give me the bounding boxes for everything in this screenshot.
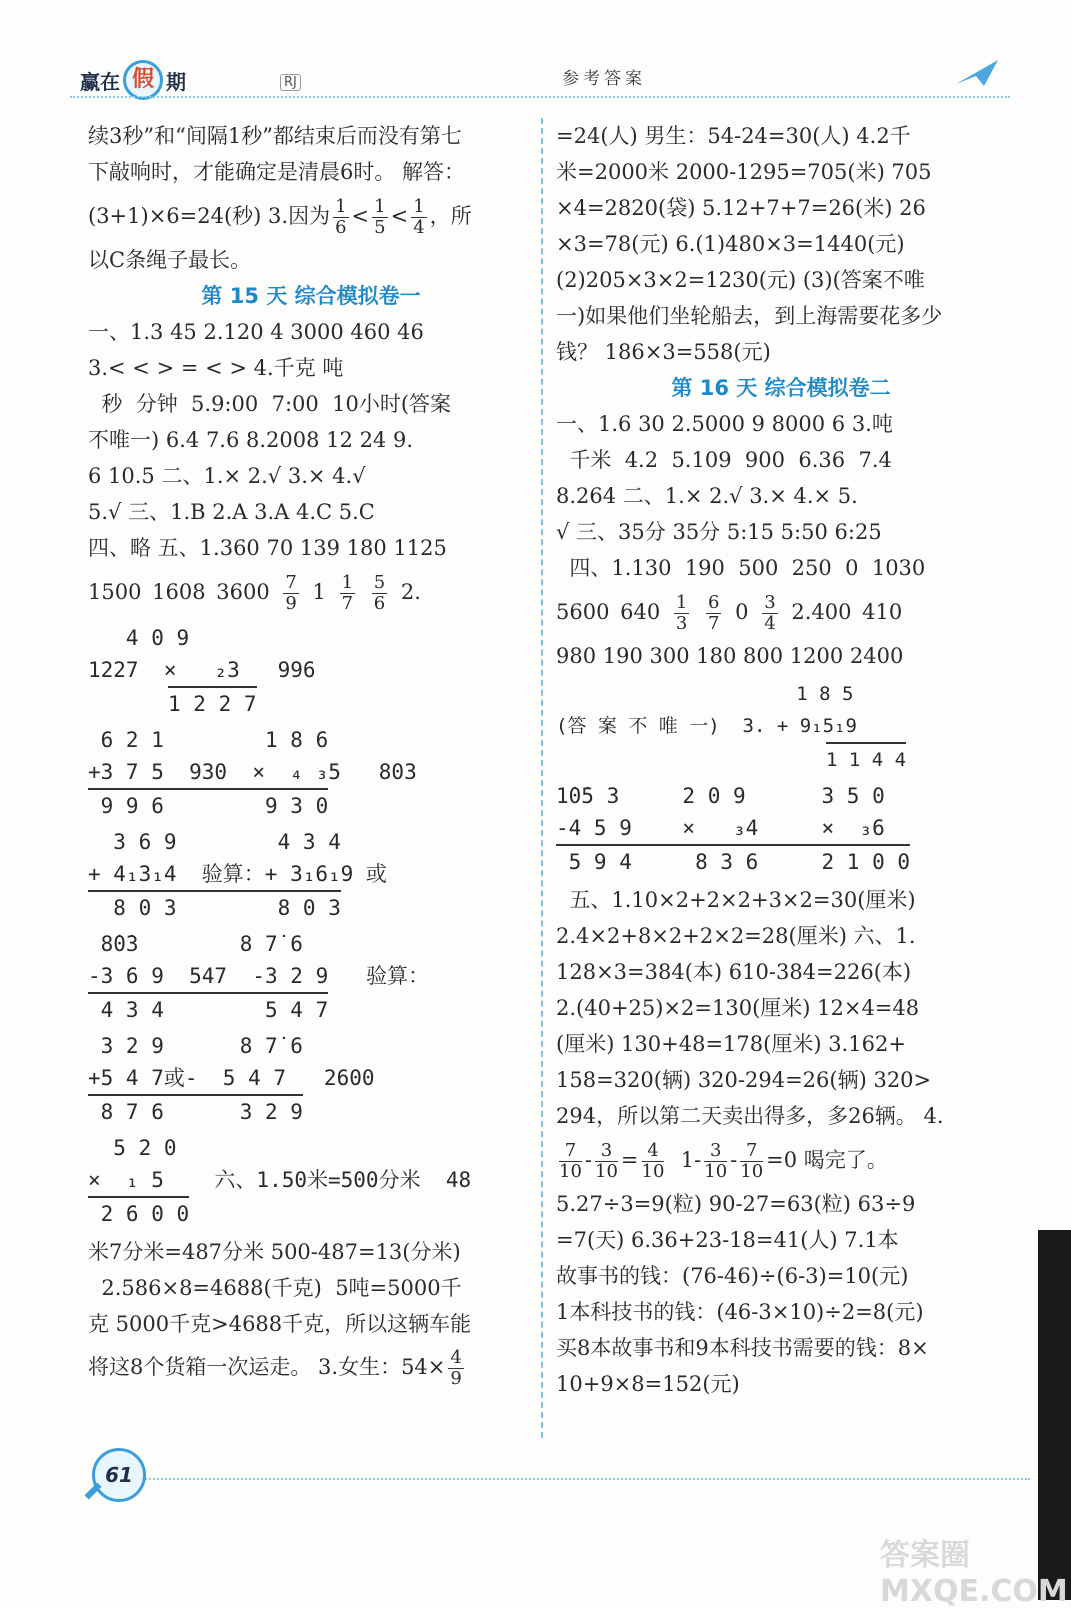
vertical-calc: 3 2 9 8 7̇ 6 +5 4 7或- 5 4 7 2600 8 7 6 3 2 9 (88, 1030, 534, 1128)
fraction: $\frac{6}{7}$ (708, 592, 720, 634)
vertical-calc: 4 0 9 1227 × ₂3 996 1 2 2 7 (88, 622, 534, 720)
vertical-calc: 8̇0̇3 8 7̇ 6 -3 6 9 547 -3 2 9 验算： 4 3 4 5 4 7 (88, 928, 534, 1026)
fraction: $\frac{3}{10}$ (595, 1140, 618, 1182)
watermark: 答案圈 MXQE.COM (880, 1538, 1068, 1609)
brand-text-b: 期 (166, 69, 186, 94)
text-line: =24(人) 男生：54-24=30(人) 4.2千 (556, 124, 911, 148)
edition-tag: RJ (280, 74, 301, 91)
text-line: 980 190 300 180 800 1200 2400 (556, 644, 904, 668)
text-line: ×3=78(元) 6.(1)480×3=1440(元) (556, 232, 905, 256)
page-title: 参考答案 (562, 69, 646, 89)
fraction: $\frac{1}{4}$ (413, 196, 425, 238)
text-line: 四、略 五、1.360 70 139 180 1125 (88, 536, 447, 560)
text-line: 2.(40+25)×2=130(厘米) 12×4=48 (556, 996, 920, 1020)
section-title-day15: 第 15 天 综合模拟卷一 (201, 284, 421, 308)
text-line: 以C条绳子最长。 (88, 248, 252, 272)
text-line: (2)205×3×2=1230(元) (3)(答案不唯 (556, 268, 925, 292)
text-line: 下敲响时，才能确定是清晨6时。 解答： (88, 160, 466, 184)
text-line: (3+1)×6=24(秒) 3.因为 $\frac{1}{6}$ < $\frac{1}{5}$ < $\frac{1}{4}$ ，所 (88, 196, 472, 238)
vertical-calc: 3 6 9 4 3 4 + 4₁3₁4 验算：+ 3₁6₁9 或 8 0 3 8 0 3 (88, 826, 534, 924)
right-column (556, 118, 1006, 1402)
text-line: 买8本故事书和9本科技书需要的钱：8× (556, 1336, 929, 1360)
text-line: 秒 分钟 5.9:00 7:00 10小时(答案 (88, 392, 452, 416)
text-line: 5600 640 $\frac{1}{3}$ $\frac{6}{7}$ 0 $\frac{3}{4}$ 2.400 410 (556, 592, 903, 634)
fraction: $\frac{1}{6}$ (335, 196, 347, 238)
text-line: 5.√ 三、1.B 2.A 3.A 4.C 5.C (88, 500, 375, 524)
text-line: 8.264 二、1.× 2.√ 3.× 4.× 5. (556, 484, 858, 508)
text-line: 128×3=384(本) 610-384=226(本) (556, 960, 912, 984)
text-line: 2.586×8=4688(千克) 5吨=5000千 (88, 1276, 462, 1300)
text-line: (厘米) 130+48=178(厘米) 3.162+ (556, 1032, 906, 1056)
footer-rule (130, 1478, 1030, 1480)
fraction: $\frac{3}{4}$ (764, 592, 776, 634)
column-divider (541, 118, 543, 1438)
text-line: 1500 1608 3600 $\frac{7}{9}$ 1 $\frac{1}{7}$ $\frac{5}{6}$ 2. (88, 572, 421, 614)
text-line: 一、1.6 30 2.5000 9 8000 6 3.吨 (556, 412, 893, 436)
text-line: 3.< < > = < > 4.千克 吨 (88, 356, 344, 380)
text-line: 一、1.3 45 2.120 4 3000 460 46 (88, 320, 424, 344)
magnifier-icon: 假 (123, 60, 163, 100)
paper-plane-icon (954, 58, 1000, 88)
text-line: ×4=2820(袋) 5.12+7+7=26(米) 26 (556, 196, 926, 220)
fraction: $\frac{4}{10}$ (641, 1140, 665, 1182)
text-span: (3+1)×6=24(秒) 3.因为 (88, 204, 331, 228)
text-span: ，所 (429, 204, 472, 228)
brand-logo (80, 62, 186, 98)
text-line: 一)如果他们坐轮船去，到上海需要花多少 (556, 304, 943, 328)
vertical-calc: 5 2 0 × ₁ 5 六、1.50米=500分米 48 2 6 0 0 (88, 1132, 534, 1230)
fraction: $\frac{4}{9}$ (450, 1347, 462, 1389)
text-line: 不唯一) 6.4 7.6 8.2008 12 24 9. (88, 428, 413, 452)
text-line: 5.27÷3=9(粒) 90-27=63(粒) 63÷9 (556, 1192, 916, 1216)
left-column (88, 118, 534, 1392)
text-line: 158=320(辆) 320-294=26(辆) 320> (556, 1068, 932, 1092)
text-line: 千米 4.2 5.109 900 6.36 7.4 (556, 448, 892, 472)
header-rule (70, 96, 1010, 98)
page-number: 61 (92, 1448, 146, 1502)
fraction: $\frac{1}{7}$ (341, 572, 354, 614)
text-line: 294，所以第二天卖出得多，多26辆。 4. (556, 1104, 944, 1128)
brand-text-a: 赢在 (80, 69, 120, 94)
fraction: $\frac{7}{10}$ (740, 1140, 764, 1182)
fraction: $\frac{7}{9}$ (285, 572, 297, 614)
fraction: $\frac{5}{6}$ (373, 572, 386, 614)
text-line: 2.4×2+8×2+2×2=28(厘米) 六、1. (556, 924, 916, 948)
fraction: $\frac{3}{10}$ (704, 1140, 728, 1182)
section-title-day16: 第 16 天 综合模拟卷二 (671, 376, 891, 400)
text-line: 四、1.130 190 500 250 0 1030 (556, 556, 926, 580)
fraction: $\frac{1}{5}$ (374, 196, 386, 238)
text-line: 五、1.10×2+2×2+3×2=30(厘米) (556, 888, 916, 912)
text-line: 故事书的钱：(76-46)÷(6-3)=10(元) (556, 1264, 909, 1288)
text-line: 米=2000米 2000-1295=705(米) 705 (556, 160, 932, 184)
page-header (70, 58, 1020, 106)
fraction: $\frac{1}{3}$ (675, 592, 688, 634)
fraction: $\frac{7}{10}$ (559, 1140, 582, 1182)
vertical-calc: 6 2 1 1 8 6 +3 7 5 930 × ₄ ₃5 803 9 9 6 9 3 0 (88, 724, 534, 822)
vertical-calc: 1 8 5 (答 案 不 唯 一) 3. + 9₁5₁9 1 1 4 4 (556, 678, 1006, 776)
text-line: 10+9×8=152(元) (556, 1372, 740, 1396)
text-line: =7(天) 6.36+23-18=41(人) 7.1本 (556, 1228, 899, 1252)
vertical-calc: 1̇0̇5 3 2 0 9 3 5 0 -4 5 9 × ₃4 × ₃6 5 9 4 8 3 6 2 1 0 0 (556, 780, 1006, 878)
text-line: 将这8个货箱一次运走。 3.女生：54× $\frac{4}{9}$ (88, 1347, 462, 1389)
text-line: 克 5000千克>4688千克，所以这辆车能 (88, 1312, 472, 1336)
text-line: 1本科技书的钱：(46-3×10)÷2=8(元) (556, 1300, 924, 1324)
text-line: 钱？ 186×3=558(元) (556, 340, 771, 364)
text-line: $\frac{7}{10}$ - $\frac{3}{10}$ = $\frac{4}{10}$ 1- $\frac{3}{10}$ - $\frac{7}{10}$ =0 喝完了。 (559, 1140, 888, 1182)
text-line: 米7分米=487分米 500-487=13(分米) (88, 1240, 461, 1264)
text-line: 续3秒”和“间隔1秒”都结束后而没有第七 (88, 124, 462, 148)
text-line: 6 10.5 二、1.× 2.√ 3.× 4.√ (88, 464, 366, 488)
text-line: √ 三、35分 35分 5:15 5:50 6:25 (556, 520, 882, 544)
